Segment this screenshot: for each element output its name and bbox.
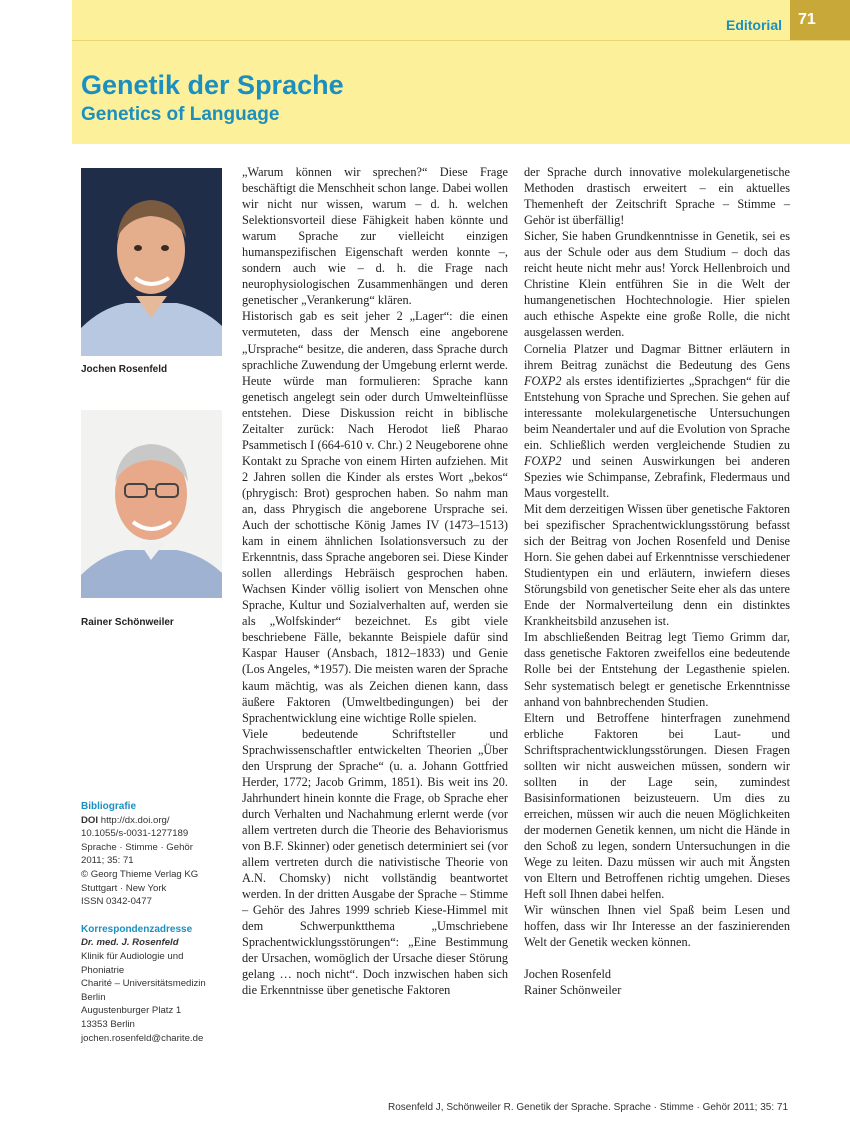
body-paragraph: Sicher, Sie haben Grundkenntnisse in Genetik, sei es aus der Schule oder aus dem Studium – doch das reicht heute nicht mehr aus! Yorck Hellenbroich und Christine Klein entführen Sie in die Welt der humangenetischen Hochtechnologie. Hier spielen auch ethische Aspekte eine große Rolle, die nicht ausgelassen werden. bbox=[524, 229, 790, 340]
page-footer-citation: Rosenfeld J, Schönweiler R. Genetik der Sprache. Sprache · Stimme · Gehör 2011; 35: 71 bbox=[387, 1102, 788, 1113]
body-paragraph: Viele bedeutende Schriftsteller und Sprachwissenschaftler entwickelten Theorien „Über den Ursprung der Sprache“ (u. a. Johann Gottfried Herder, 1772; Jacob Grimm, 1851). Bis weit ins 20. Jahrhundert hinein konnte die Frage, ob Sprache eher durch Verhalten und Nachahmung erlernt werde (vor allem vertreten durch die Theorie des Behaviorismus von B.F. Skinner) oder genetisch determiniert sei (vor allem vertreten durch die nativistische Theorie von A.N. Chomsky) nicht vollständig beantwortet werden. In der dritten Ausgabe der Sprache – Stimme – Gehör des Jahres 1999 schrieb Kiese-Himmel mit dem Schwerpunktthema „Umschriebene Sprachentwicklungsstörungen“: „Eine Bestimmung der Ursachen, womöglich der Ursache dieser Störung gelang … noch nicht“. Doch inzwischen haben sich die Erkenntnisse über genetische Faktoren bbox=[242, 726, 508, 998]
section-label: Editorial bbox=[725, 17, 782, 33]
body-paragraph: Im abschließenden Beitrag legt Tiemo Grimm dar, dass genetische Faktoren zweifellos eine bedeutende Rolle bei der Entstehung der Legasthenie spielen. Sehr systematisch belegt er genetische Erkenntnisse anhand von bahnbrechenden Studien. bbox=[524, 630, 790, 709]
bibliography-line: Sprache · Stimme · Gehör bbox=[81, 841, 193, 853]
author-caption-1: Jochen Rosenfeld bbox=[81, 364, 168, 375]
bibliography-heading: Bibliografie bbox=[81, 801, 137, 812]
bibliography-line: © Georg Thieme Verlag KG bbox=[81, 868, 199, 880]
gene-name: FOXP2 bbox=[524, 373, 562, 388]
bibliography-line[interactable]: http://dx.doi.org/ bbox=[100, 814, 170, 826]
article-title: Genetik der Sprache bbox=[81, 70, 344, 100]
body-paragraph: Historisch gab es seit jeher 2 „Lager“: die einen vermuteten, dass der Mensch eine angeborene „Ursprache“ besitze, die anderen, dass Sprache durch sprachliche Zuwendung der Umgebung erlernt werde. Heute würde man formulieren: Sprache kann genetisch angelegt sein oder durch Umwelteinflüsse entstehen. Diese Diskussion reicht in biblische Zeitalter zurück: Nach Herodot ließ Pharao Psammetisch I (664-610 v. Chr.) 2 Neugeborene ohne Kontakt zu Sprache von einem Hirten aufziehen. Mit 2 Jahren sollen die Kinder als erstes Wort „bekos“ (phrygisch: Brot) gesprochen haben. So nahm man an, dass Phrygisch die angeborene Ursprache sei. Auch der schottische König James IV (1473–1513) kam in einem ähnlichen Isolationsversuch zu der Erkenntnis, dass Sprache angeboren sei. Diese Kinder sollen allerdings Hebräisch gesprochen haben. Wachsen Kinder völlig isoliert von Menschen ohne Sprache, Kultur und Sozialverhalten auf, werden sie als „Wolfskinder“ bezeichnet. Es gibt viele beschriebene Fälle, bekannte Beispiele dafür sind Kaspar Hauser (Ansbach, 1812–1833) und Genie (Los Angeles, *1957). Die meisten waren der Sprache kaum mächtig, was als Zeichen dienen kann, dass äußere Faktoren (Umweltbedingungen) bei der Sprachentwicklung eine wichtige Rolle spielen. bbox=[242, 309, 509, 725]
bibliography-line: 10.1055/s-0031-1277189 bbox=[81, 828, 189, 840]
signature-line: Rainer Schönweiler bbox=[524, 983, 622, 998]
signature-line: Jochen Rosenfeld bbox=[524, 967, 612, 982]
email-link[interactable]: jochen.rosenfeld@charite.de bbox=[81, 1032, 204, 1044]
doi-line bbox=[81, 814, 236, 828]
correspondence-heading: Korrespondenzadresse bbox=[81, 923, 193, 935]
author-caption-2: Rainer Schönweiler bbox=[81, 617, 174, 628]
bibliography-line: ISSN 0342-0477 bbox=[81, 896, 152, 908]
body-column-1 bbox=[242, 164, 508, 998]
paragraph-text: Cornelia Platzer und Dagmar Bittner erläutern in ihrem Beitrag zunächst die Bedeutung des Gens bbox=[524, 341, 790, 372]
author-photo-rosenfeld bbox=[81, 168, 222, 356]
bibliography-line: 2011; 35: 71 bbox=[81, 855, 134, 867]
page-number: 71 bbox=[790, 0, 850, 40]
body-paragraph bbox=[524, 341, 790, 501]
body-paragraph: Mit dem derzeitigen Wissen über genetische Faktoren bei spezifischer Sprachentwicklungsstörung befasst sich der Beitrag von Jochen Rosenfeld und Denise Horn. Sie gehen dabei auf Erkenntnisse verschiedener Studientypen ein und erläutern, inwiefern dieses Störungsbild von genetischer Seite eher als das untere Ende der Normalverteilung denn ein distinktes Krankheitsbild anzusehen ist. bbox=[524, 501, 790, 629]
paragraph-text: und seinen Auswirkungen bei anderen Spezies wie Schimpanse, Zebrafink, Fledermaus und Maus vorgestellt. bbox=[524, 453, 790, 500]
article-subtitle: Genetics of Language bbox=[81, 104, 280, 125]
address-line: Berlin bbox=[81, 991, 106, 1003]
author-photo-schoenweiler bbox=[81, 410, 222, 598]
doi-label: DOI bbox=[81, 814, 99, 826]
address-line: Klinik für Audiologie und bbox=[81, 950, 184, 962]
body-paragraph: der Sprache durch innovative molekulargenetische Methoden drastisch erweitert – ein aktuelles Themenheft der Zeitschrift Sprache – Stimme – Gehör ist überfällig! bbox=[524, 165, 790, 228]
gene-name: FOXP2 bbox=[524, 453, 562, 468]
body-paragraph: Eltern und Betroffene hinterfragen zunehmend erbliche Faktoren bei Laut- und Schriftsprachentwicklungsstörungen. Diesen Fragen sollten wir nicht ausweichen müssen, sondern wir sollten in der Lage sein, zumindest Basisinformationen beizusteuern. Um dies zu erreichen, müssen wir auch die neuen Möglichkeiten der modernen Genetik kennen, um nicht die Hände in den Schoß zu legen, sondern Untersuchungen in die Wege zu leiten. Dazu müssen wir auch mit Ängsten von Eltern und Betroffenen richtig umgehen. Dieses Heft soll Ihnen dabei helfen. bbox=[524, 710, 790, 902]
paragraph-text: als erstes identifiziertes „Sprachgen“ für die Entstehung von Sprache und Sprechen. Sie gehen auf interessante molekulargenetische Untersuchungen beim Neandertaler und auf die Evolution von Sprache ein. Schließlich werden vergleichende Studien zu bbox=[524, 373, 790, 452]
body-column-2 bbox=[524, 164, 790, 998]
address-line: Augustenburger Platz 1 bbox=[81, 1005, 182, 1017]
address-line: Charité – Universitätsmedizin bbox=[81, 978, 206, 990]
address-line: 13353 Berlin bbox=[81, 1018, 135, 1030]
body-paragraph: „Warum können wir sprechen?“ Diese Frage beschäftigt die Menschheit schon lange. Dabei wollen wir nicht nur wissen, warum – d. h. welchen Selektionsvorteil diese Fähigkeit haben könnte und warum Sprache zur vielleicht einzigen humanspezifischen Eigenschaft werden konnte –, sondern auch wie – d. h. die Frage nach neurophysiologischen Zusammenhängen und deren genetischer „Verankerung“ klären. bbox=[242, 165, 509, 308]
bibliography-line: Stuttgart · New York bbox=[81, 882, 167, 894]
address-line: Phoniatrie bbox=[81, 964, 125, 976]
body-paragraph: Wir wünschen Ihnen viel Spaß beim Lesen und hoffen, dass wir Ihr Interesse an der faszinierenden Welt der Genetik wecken können. bbox=[524, 903, 790, 950]
header-rule bbox=[72, 40, 850, 41]
sidebar-info bbox=[81, 800, 236, 1045]
correspondence-name: Dr. med. J. Rosenfeld bbox=[81, 937, 179, 949]
